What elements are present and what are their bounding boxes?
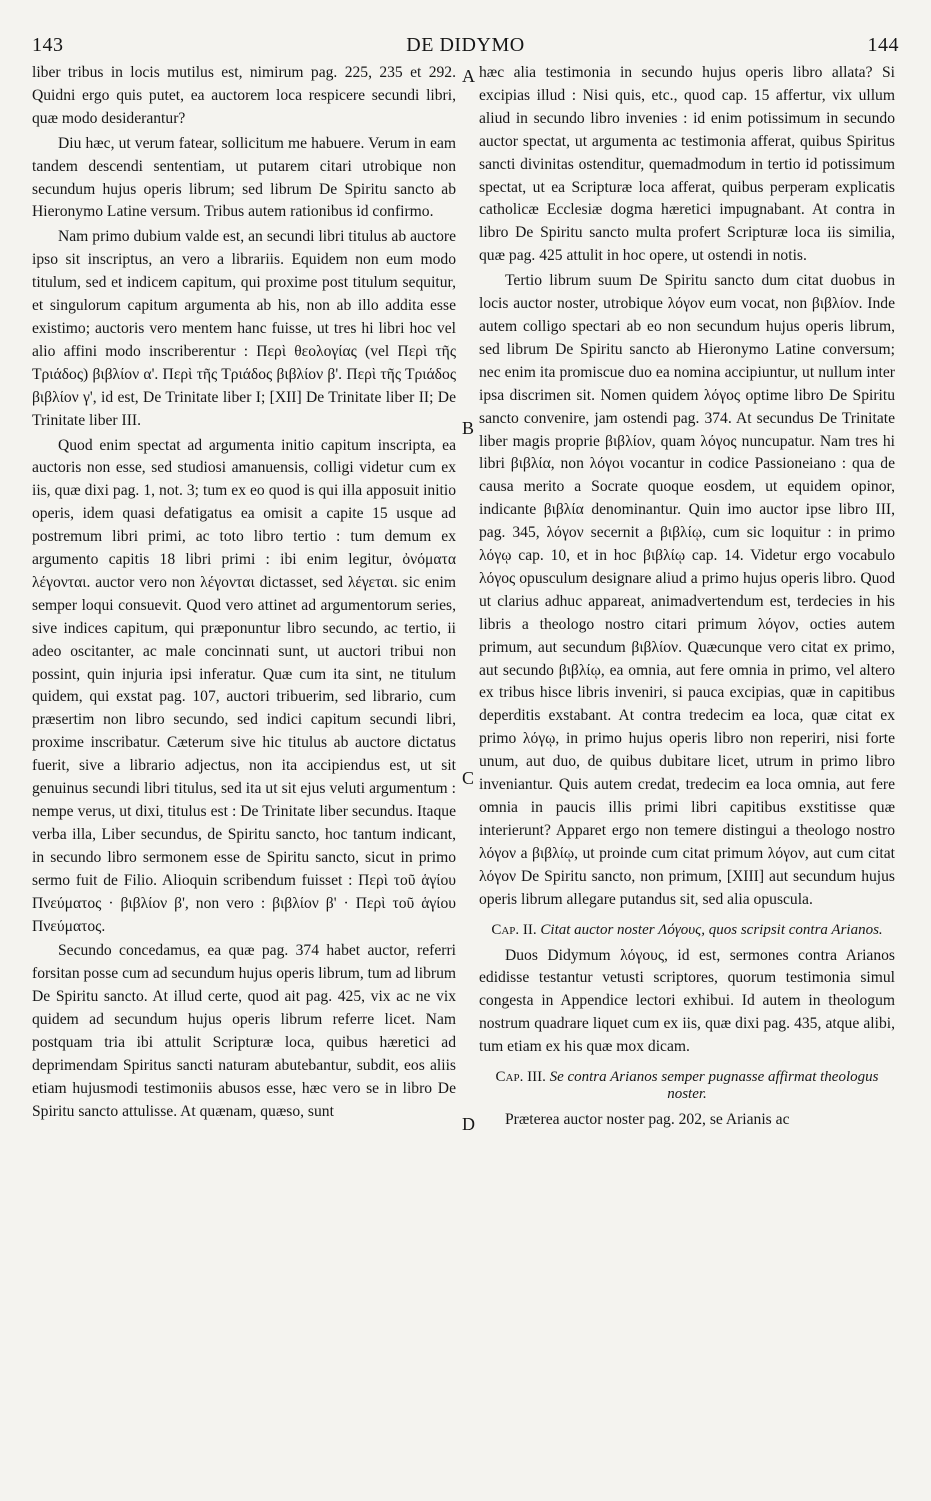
left-column [32, 62, 456, 1126]
left-paragraph-4: Quod enim spectat ad argumenta initio capitum inscripta, ea auctoris non esse, sed studiosi amanuensis, colligi videtur cum ex iis, quæ dixi pag. 1, not. 3; tum ex eo quod is qui illa apposuit initio operis, idem quasi defatigatus ea omisit a capite 15 usque ad postremum libri primi, ac toto libro tertio : tum demum ex argumento capitis 18 libri primi : ibi enim legitur, ὀνόματα λέγονται. auctor vero non λέγονται dictasset, sed λέγεται. sic enim semper loqui consuevit. Quod vero attinet ad argumentorum series, sive indices capitum, qui præponuntur libro secundo, ac tertio, ii adeo oscitanter, ac male concinnati sunt, ut auctori tribui non possint, quin injuria ipsi inferatur. Quæ cum ita sint, ne titulum quidem, qui exstat pag. 107, auctori tribuerim, sed librario, cum præsertim non libro secundo, sed indici capitum secundi libri, proxime inscribatur. Cæterum sive hic titulus ab auctore dictatus fuerit, sive a librario adjectus, non ita accipiendus est, ut sit genuinus secundi libri titulus, sed ita ut sit ejus veluti argumentum : nempe verus, ut dixi, titulus est : De Trinitate liber secundus. Itaque verba illa, Liber secundus, de Spiritu sancto, hoc tantum indicant, in secundo libro sermonem esse de Spiritu sancto, sicut in primo sermo fuit de Filio. Alioquin scribendum fuisset : Περὶ τοῦ ἁγίου Πνεύματος · βιβλίον β', non vero : βιβλίον β' · Περὶ τοῦ ἁγίου Πνεύματος. [32, 436, 456, 935]
page-number-right: 144 [867, 34, 899, 56]
margin-marker-d: D [462, 1114, 475, 1134]
page-number-left: 143 [32, 34, 64, 56]
margin-marker-c: C [462, 768, 475, 788]
chapter-heading-3 [479, 1069, 895, 1103]
chapter-title-2: Citat auctor noster Λόγους, quos scripsit contra Arianos. [540, 921, 883, 938]
margin-marker-a: A [462, 66, 475, 86]
chapter-title-3: Se contra Arianos semper pugnasse affirmat theologus noster. [549, 1069, 879, 1103]
margin-marker-b: B [462, 418, 475, 438]
running-title: DE DIDYMO [406, 34, 525, 56]
right-column [479, 62, 895, 1134]
left-paragraph-5: Secundo concedamus, ea quæ pag. 374 habet auctor, referri forsitan posse cum ad secundum hujus operis librum, tum ad librum De Spiritu sancto. At illud certe, quod ait pag. 425, vix ac ne vix quidem ad secundum hujus operis librum referre licet. Nam postquam tria ibi attulit Scripturæ loca, quibus hæretici ad deprimendam Spiritus sancti naturam abutebantur, subdit, eos aliis etiam hujusmodi testimoniis abusos esse, hæc vero se in libro De Spiritu sancto attulisse. At quænam, quæso, sunt [32, 942, 457, 1120]
right-paragraph-4: Præterea auctor noster pag. 202, se Arianis ac [505, 1111, 790, 1129]
right-paragraph-2: Tertio librum suum De Spiritu sancto dum citat duobus in locis auctor noster, utrobique λόγον eum vocat, non βιβλίον. Inde autem colligo spectari ab eo non secundum hujus operis librum, sed librum De Spiritu sancto ab Hieronymo Latine conversum; nec enim ita promiscue duo ea nomina accipiuntur, ut nullum inter ipsa discrimen sit. Nomen quidem λόγος optime libro De Spiritu sancto convenire, jam ostendi pag. 374. At secundus De Trinitate liber magis proprie βιβλίον, quam λόγος nuncupatur. Nam tres hi libri βιβλία, non λόγοι vocantur in codice Passioneiano : qua de causa merito a Socrate quoque eosdem, ut equidem opinor, indicante βιβλία denominantur. Quin imo auctor ipse libro III, pag. 345, λόγον secernit a βιβλίῳ, cum sic loquitur : in primo λόγῳ cap. 10, et in hoc βιβλίῳ cap. 14. Videtur ergo vocabulo λόγος opusculum designare aliud a primo hujus operis libro. Quod ut clarius adhuc appareat, animadvertendum est, terdecies in his libris a theologo nostro citari primum λόγον, octies autem primum, aut secundum βιβλίον. Quæcunque vero citat ex primo, aut secundo βιβλίῳ, ea omnia, aut fere omnia in primo, vel altero ex tribus hisce libris inveniri, si pauca excipias, quæ in capitibus deperditis exstabant. At contra tredecim ea loca, quæ citat ex primo λόγῳ, in primo hujus operis libro non reperiri, nisi forte unum, aut duo, de quibus dubitare licet, utrum in primo libro inveniantur. Quis autem credat, tredecim ea loca omnia, aut fere omnia in paucis illis primi libri capitibus exstitisse quæ interierunt? Apparet ergo non temere distingui a theologo nostro λόγον a βιβλίῳ, ut proinde cum citat primum λόγον, aut cum citat λόγον De Spiritu sancto, non primum, [XIII] aut secundum hujus operis librum allegare putandus sit, sed alia opuscula. [479, 272, 895, 908]
page-header [30, 34, 901, 58]
chapter-heading-2 [479, 922, 895, 939]
right-paragraph-3: Duos Didymum λόγους, id est, sermones contra Arianos edidisse testantur vetusti scriptores, quorum testimonia simul congesta in Appendice lectori exhibui. Id autem in theologum nostrum quadrare liquet cum ex iis, quæ dixi pag. 435, atque alibi, tum etiam ex his quæ mox dicam. [479, 946, 895, 1056]
right-paragraph-1: hæc alia testimonia in secundo hujus operis libro allata? Si excipias illud : Nisi quis, etc., quod cap. 15 affertur, vix ullum aliud in secundo libro invenies : id enim potissimum in secundo auctor spectat, ut argumenta ac testimonia afferat, quibus Spiritus sancti divinitas ostenditur, quemadmodum in tertio id potissimum spectat, ut ea Scripturæ loca afferat, quibus perperam explicatis catholicæ Ecclesiæ dogma hæretici impugnabant. At contra in libro De Spiritu sancto multa profert Scripturæ loca iis similia, quæ pag. 425 attulit in hoc opere, ut ostendi in notis. [479, 64, 895, 265]
left-paragraph-2: Diu hæc, ut verum fatear, sollicitum me habuere. Verum in eam tandem descendi sententiam, ut putarem citari utrobique non secundum hujus operis librum; sed librum De Spiritu sancto ab Hieronymo Latine versum. Tribus autem rationibus id confirmo. [32, 134, 456, 221]
chapter-label-2: Cap. II. [491, 921, 537, 938]
chapter-label-3: Cap. III. [495, 1069, 546, 1086]
left-paragraph-1: liber tribus in locis mutilus est, nimirum pag. 225, 235 et 292. Quidni ergo quis putet, ea auctorem loca respicere secundi libri, quæ modo desiderantur? [32, 64, 456, 127]
left-paragraph-3: Nam primo dubium valde est, an secundi libri titulus ab auctore ipso sit inscriptus, an vero a librariis. Equidem non eum modo titulum, sed et indicem capitum, qui proxime post titulum sequitur, et singulorum capitum argumenta ab his, non ab illo addita esse existimo; auctoris vero mentem hanc fuisse, ut tres hi libri hoc vel alio affini modo inscriberentur : Περὶ θεολογίας (vel Περὶ τῆς Τριάδος) βιβλίον α'. Περὶ τῆς Τριάδος βιβλίον β'. Περὶ τῆς Τριάδος βιβλίον γ', id est, De Trinitate liber I; [XII] De Trinitate liber II; De Trinitate liber III. [32, 228, 456, 429]
